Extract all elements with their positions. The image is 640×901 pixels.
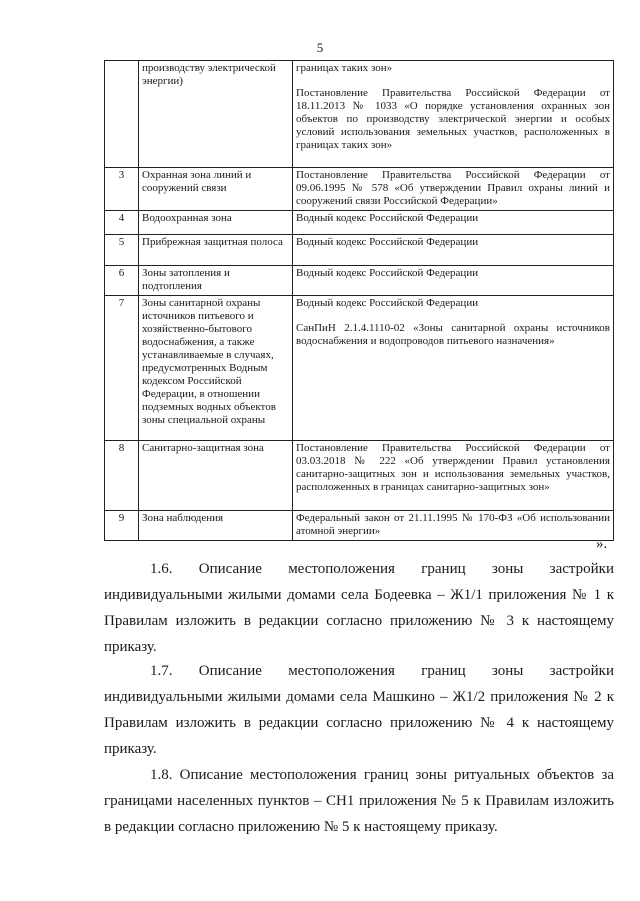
table-row xyxy=(105,211,614,235)
table-row xyxy=(105,168,614,211)
legal-basis xyxy=(293,235,614,266)
page-number: 5 xyxy=(316,40,324,55)
zone-name: Зоны санитарной охраны источников питьевого и хозяйственно-бытового водоснабжения, а также устанавливаемые в случаях, предусмотренных Водным кодексом Российской Федерации, в отношении подземных водных объектов зоны специальной охраны xyxy=(139,296,293,441)
row-number: 4 xyxy=(105,211,139,235)
table-row xyxy=(105,235,614,266)
zone-name: Прибрежная защитная полоса xyxy=(139,235,293,266)
table-row xyxy=(105,511,614,541)
row-number xyxy=(105,61,139,168)
paragraph-1-6: 1.6. Описание местоположения границ зоны застройки индивидуальными жилыми домами села Бодеевка – Ж1/1 приложения № 1 к Правилам изложить в редакции согласно приложению № 3 к настоящему приказу. xyxy=(104,561,614,655)
law-text: Постановление Правительства Российской Федерации от 09.06.1995 № 578 «Об утверждении Правил охраны линий и сооружений связи Российской Федерации» xyxy=(296,169,610,207)
law-text: Постановление Правительства Российской Федерации от 18.11.2013 № 1033 «О порядке установления охранных зон объектов по производству электрической энергии и особых условий использования земельных участков, расположенных в границах таких зон» xyxy=(296,87,610,151)
legal-basis xyxy=(293,266,614,296)
law-text: Водный кодекс Российской Федерации xyxy=(296,236,479,248)
zone-name: Зона наблюдения xyxy=(139,511,293,541)
table-row xyxy=(105,296,614,441)
zone-name: Санитарно-защитная зона xyxy=(139,441,293,511)
law-text: Водный кодекс Российской Федерации xyxy=(296,212,479,224)
law-text: СанПиН 2.1.4.1110-02 «Зоны санитарной охраны источников водоснабжения и водопроводов питьевого назначения» xyxy=(296,322,610,347)
law-text: Постановление Правительства Российской Федерации от 03.03.2018 № 222 «Об утверждении Правил установления санитарно-защитных зон и использования земельных участков, расположенных в границах санитарно-защитных зон» xyxy=(296,442,610,493)
legal-basis xyxy=(293,441,614,511)
table-row xyxy=(105,61,614,168)
legal-basis xyxy=(293,168,614,211)
legal-basis xyxy=(293,296,614,441)
legal-basis xyxy=(293,211,614,235)
row-number: 3 xyxy=(105,168,139,211)
table-row xyxy=(105,266,614,296)
zone-name: Охранная зона линий и сооружений связи xyxy=(139,168,293,211)
legal-basis xyxy=(293,61,614,168)
zone-name: Водоохранная зона xyxy=(139,211,293,235)
law-text: Водный кодекс Российской Федерации xyxy=(296,297,479,309)
row-number: 6 xyxy=(105,266,139,296)
legal-basis xyxy=(293,511,614,541)
law-text: Федеральный закон от 21.11.1995 № 170-ФЗ «Об использовании атомной энергии» xyxy=(296,512,610,537)
zone-name: Зоны затопления и подтопления xyxy=(139,266,293,296)
row-number: 7 xyxy=(105,296,139,441)
row-number: 8 xyxy=(105,441,139,511)
table-row xyxy=(105,441,614,511)
zone-name: производству электрической энергии) xyxy=(139,61,293,168)
zones-table xyxy=(104,60,614,541)
row-number: 9 xyxy=(105,511,139,541)
paragraph-1-7: 1.7. Описание местоположения границ зоны застройки индивидуальными жилыми домами села Машкино – Ж1/2 приложения № 2 к Правилам изложить в редакции согласно приложению № 4 к настоящему приказу. xyxy=(104,663,614,757)
row-number: 5 xyxy=(105,235,139,266)
law-text: Водный кодекс Российской Федерации xyxy=(296,267,479,279)
law-text: границах таких зон» xyxy=(296,62,393,74)
paragraph-1-8: 1.8. Описание местоположения границ зоны ритуальных объектов за границами населенных пунктов – СН1 приложения № 5 к Правилам изложить в редакции согласно приложению № 5 к настоящему приказу. xyxy=(104,767,614,835)
closing-quote: ». xyxy=(596,536,608,552)
